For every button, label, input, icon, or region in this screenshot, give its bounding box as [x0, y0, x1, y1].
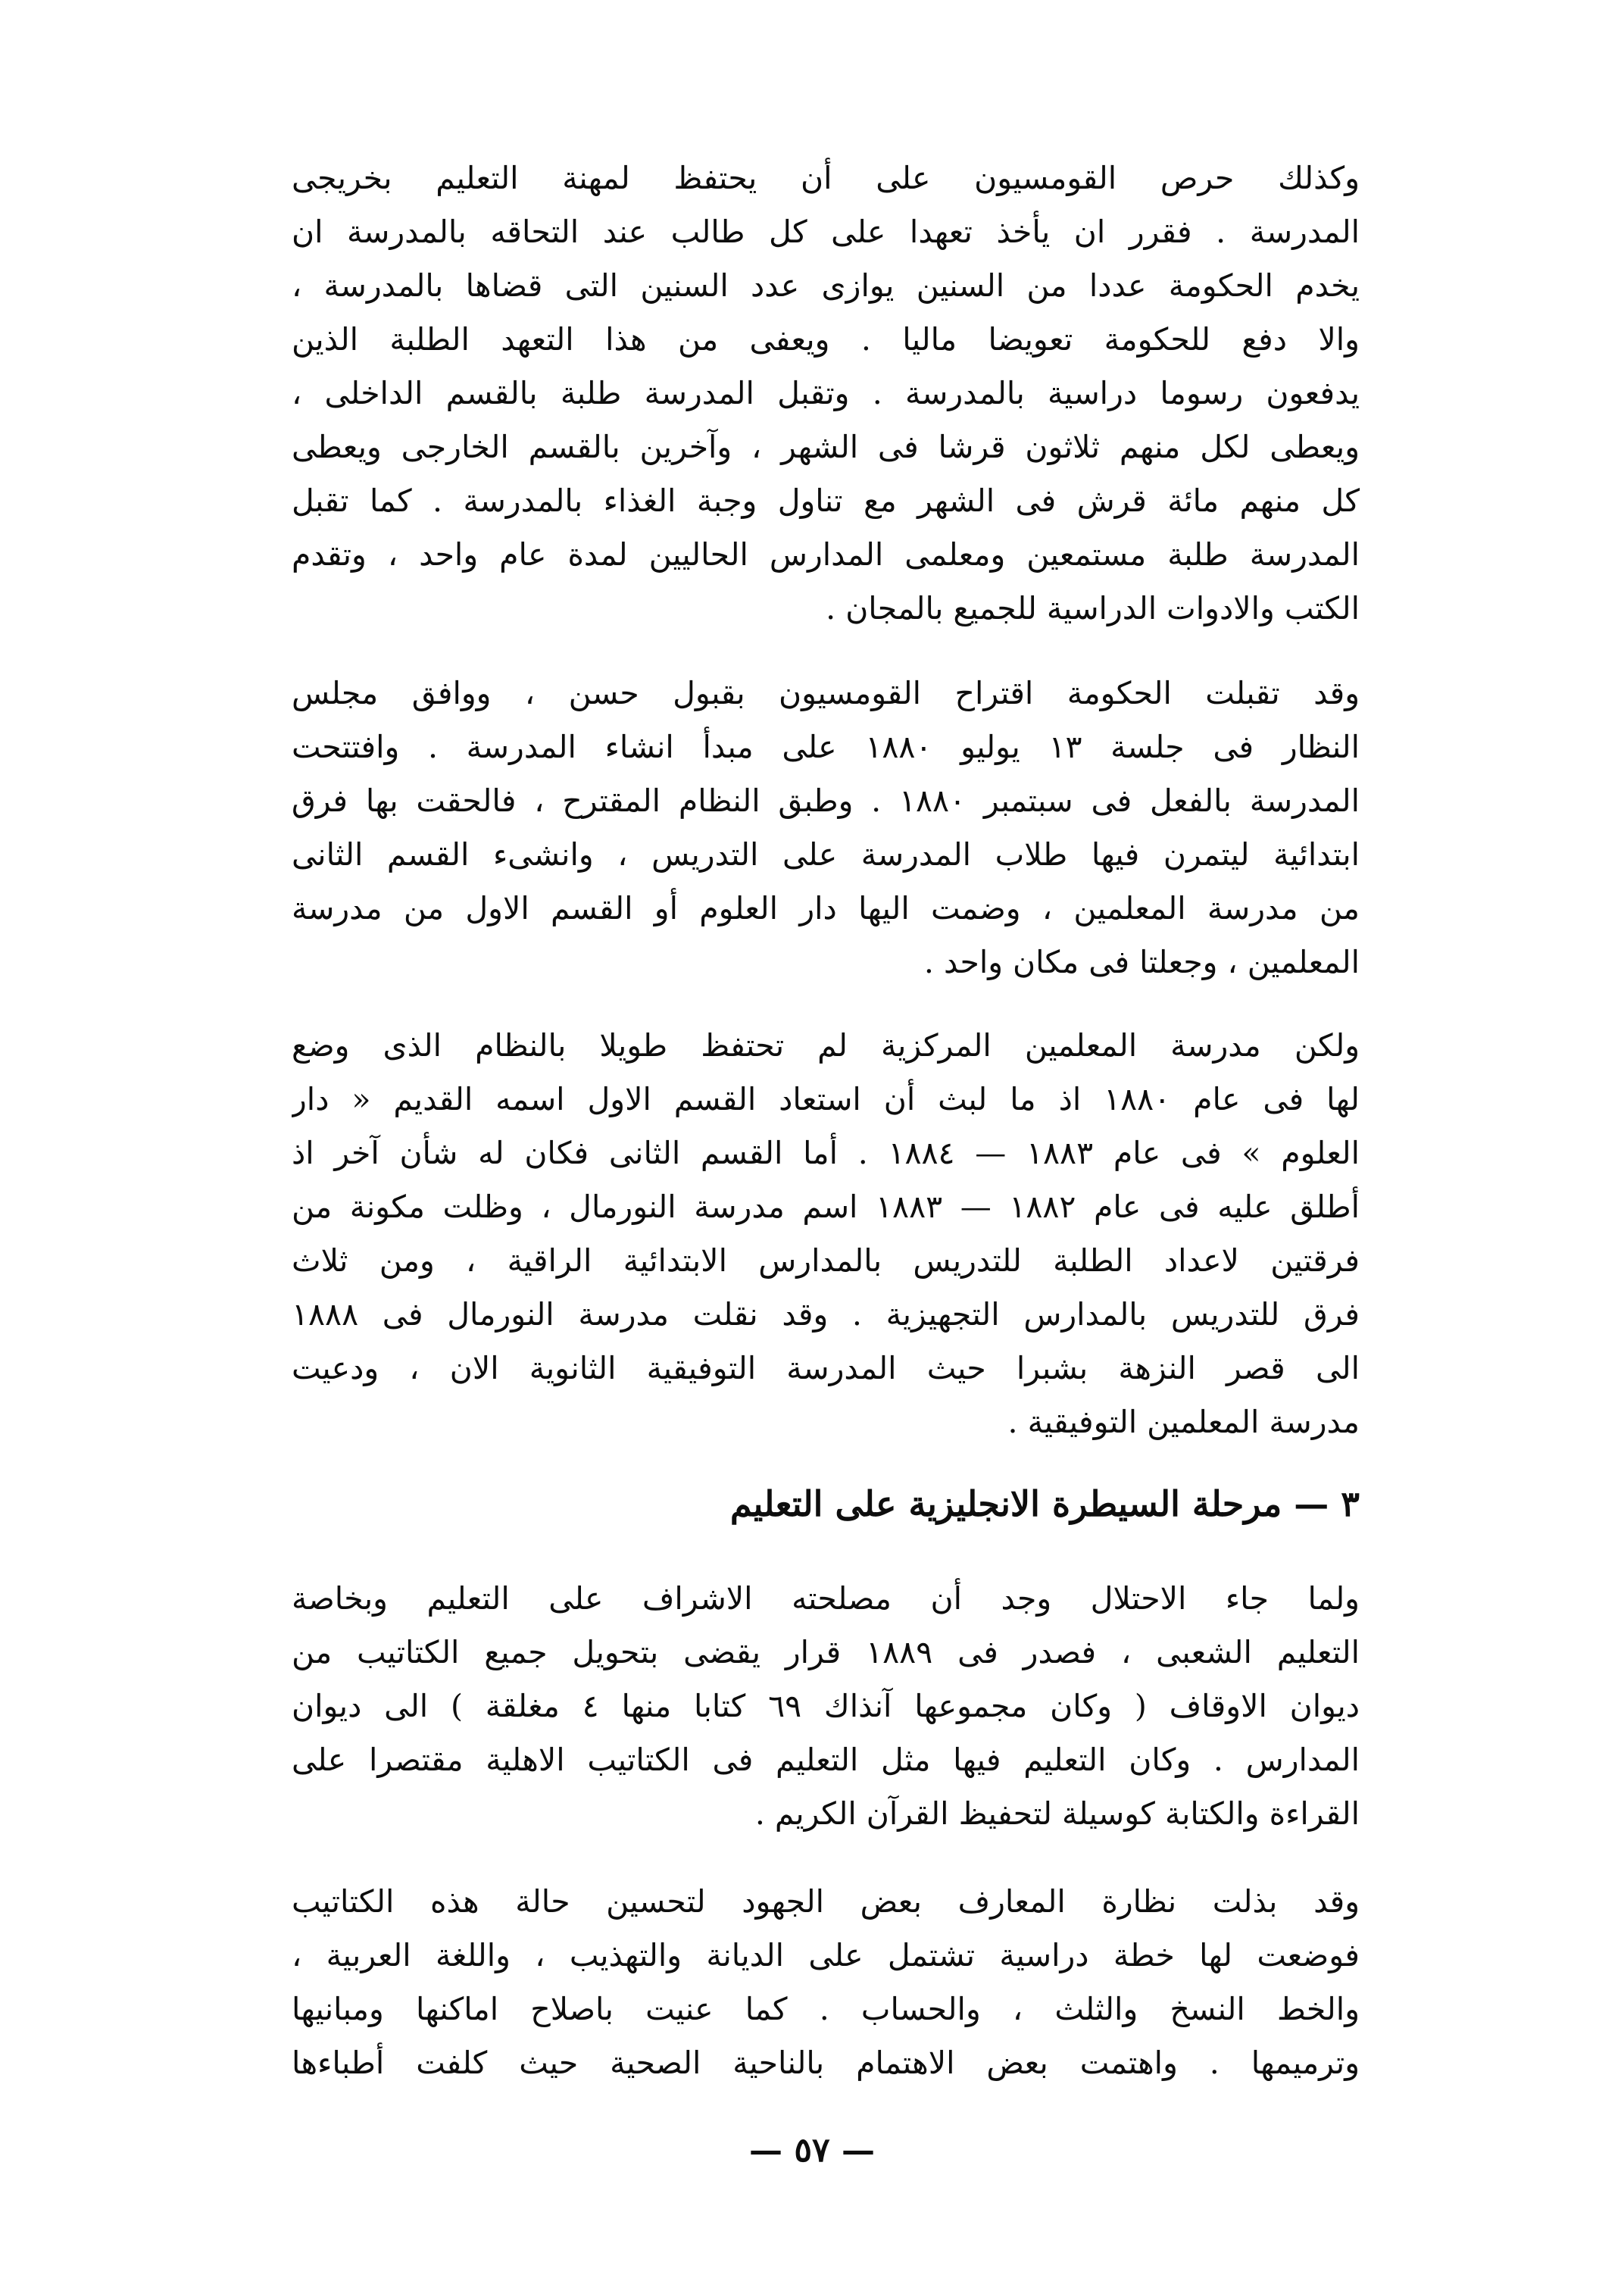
paragraph-line: أطلق عليه فى عام ١٨٨٢ — ١٨٨٣ اسم مدرسة النورمال ، وظلت مكونة من: [292, 1189, 1360, 1225]
paragraph-line: ديوان الاوقاف ( وكان مجموعها آنذاك ٦٩ كتابا منها ٤ مغلقة ) الى ديوان: [292, 1688, 1360, 1724]
paragraph-line: ويعطى لكل منهم ثلاثون قرشا فى الشهر ، وآخرين بالقسم الخارجى ويعطى: [292, 429, 1360, 465]
paragraph-line: يدفعون رسوما دراسية بالمدرسة . وتقبل المدرسة طلبة بالقسم الداخلى ،: [292, 375, 1360, 411]
paragraph-line: كل منهم مائة قرش فى الشهر مع تناول وجبة الغذاء بالمدرسة . كما تقبل: [292, 483, 1360, 519]
paragraph-line: فوضعت لها خطة دراسية تشتمل على الديانة والتهذيب ، واللغة العربية ،: [292, 1937, 1360, 1973]
paragraph-line: ولكن مدرسة المعلمين المركزية لم تحتفظ طويلا بالنظام الذى وضع: [292, 1027, 1360, 1064]
paragraph-line: مدرسة المعلمين التوفيقية .: [1007, 1404, 1360, 1440]
paragraph-line: وترميمها . واهتمت بعض الاهتمام بالناحية الصحية حيث كلفت أطباءها: [292, 2045, 1360, 2081]
paragraph-line: المدارس . وكان التعليم فيها مثل التعليم فى الكتاتيب الاهلية مقتصرا على: [292, 1742, 1360, 1778]
paragraph-line: والخط النسخ والثلث ، والحساب . كما عنيت باصلاح اماكنها ومبانيها: [292, 1991, 1360, 2027]
paragraph-line: الكتب والادوات الدراسية للجميع بالمجان .: [826, 590, 1360, 627]
paragraph-2: [292, 667, 1360, 989]
paragraph-line: لها فى عام ١٨٨٠ اذ ما لبث أن استعاد القسم الاول اسمه القديم « دار: [292, 1081, 1360, 1117]
paragraph-3: [292, 1019, 1360, 1449]
paragraph-line: العلوم » فى عام ١٨٨٣ — ١٨٨٤ . أما القسم الثانى فكان له شأن آخر اذ: [292, 1135, 1360, 1171]
section-paragraph-1: [292, 1572, 1360, 1841]
paragraph-line: المدرسة طلبة مستمعين ومعلمى المدارس الحاليين لمدة عام واحد ، وتقدم: [292, 536, 1360, 573]
paragraph-1: [292, 152, 1360, 636]
paragraph-line: وكذلك حرص القومسيون على أن يحتفظ لمهنة التعليم بخريجى: [292, 160, 1360, 196]
paragraph-line: التعليم الشعبى ، فصدر فى ١٨٨٩ قرار يقضى بتحويل جميع الكتاتيب من: [292, 1634, 1360, 1670]
paragraph-line: يخدم الحكومة عددا من السنين يوازى عدد السنين التى قضاها بالمدرسة ،: [292, 267, 1360, 304]
paragraph-line: وقد بذلت نظارة المعارف بعض الجهود لتحسين حالة هذه الكتاتيب: [292, 1883, 1360, 1920]
paragraph-line: من مدرسة المعلمين ، وضمت اليها دار العلوم أو القسم الاول من مدرسة: [292, 890, 1360, 927]
paragraph-line: ولما جاء الاحتلال وجد أن مصلحته الاشراف على التعليم وبخاصة: [292, 1580, 1360, 1617]
paragraph-line: القراءة والكتابة كوسيلة لتحفيظ القرآن الكريم .: [754, 1795, 1360, 1832]
paragraph-line: النظار فى جلسة ١٣ يوليو ١٨٨٠ على مبدأ انشاء المدرسة . وافتتحت: [292, 729, 1360, 765]
paragraph-line: ابتدائية ليتمرن فيها طلاب المدرسة على التدريس ، وانشىء القسم الثانى: [292, 836, 1360, 873]
paragraph-line: فرق للتدريس بالمدارس التجهيزية . وقد نقلت مدرسة النورمال فى ١٨٨٨: [292, 1296, 1360, 1333]
paragraph-line: وقد تقبلت الحكومة اقتراح القومسيون بقبول حسن ، ووافق مجلس: [292, 675, 1360, 711]
paragraph-line: الى قصر النزهة بشبرا حيث المدرسة التوفيقية الثانوية الان ، ودعيت: [292, 1350, 1360, 1386]
page-number: — ٥٧ —: [749, 2131, 875, 2170]
paragraph-line: والا دفع للحكومة تعويضا ماليا . ويعفى من هذا التعهد الطلبة الذين: [292, 321, 1360, 358]
paragraph-line: فرقتين لاعداد الطلبة للتدريس بالمدارس الابتدائية الراقية ، ومن ثلاث: [292, 1242, 1360, 1279]
paragraph-line: المعلمين ، وجعلتا فى مكان واحد .: [923, 944, 1360, 980]
section-paragraph-2: [292, 1875, 1360, 2090]
paragraph-line: المدرسة بالفعل فى سبتمبر ١٨٨٠ . وطبق النظام المقترح ، فالحقت بها فرق: [292, 783, 1360, 819]
section-heading: ٣ — مرحلة السيطرة الانجليزية على التعليم: [729, 1483, 1360, 1524]
paragraph-line: المدرسة . فقرر ان يأخذ تعهدا على كل طالب عند التحاقه بالمدرسة ان: [292, 214, 1360, 250]
